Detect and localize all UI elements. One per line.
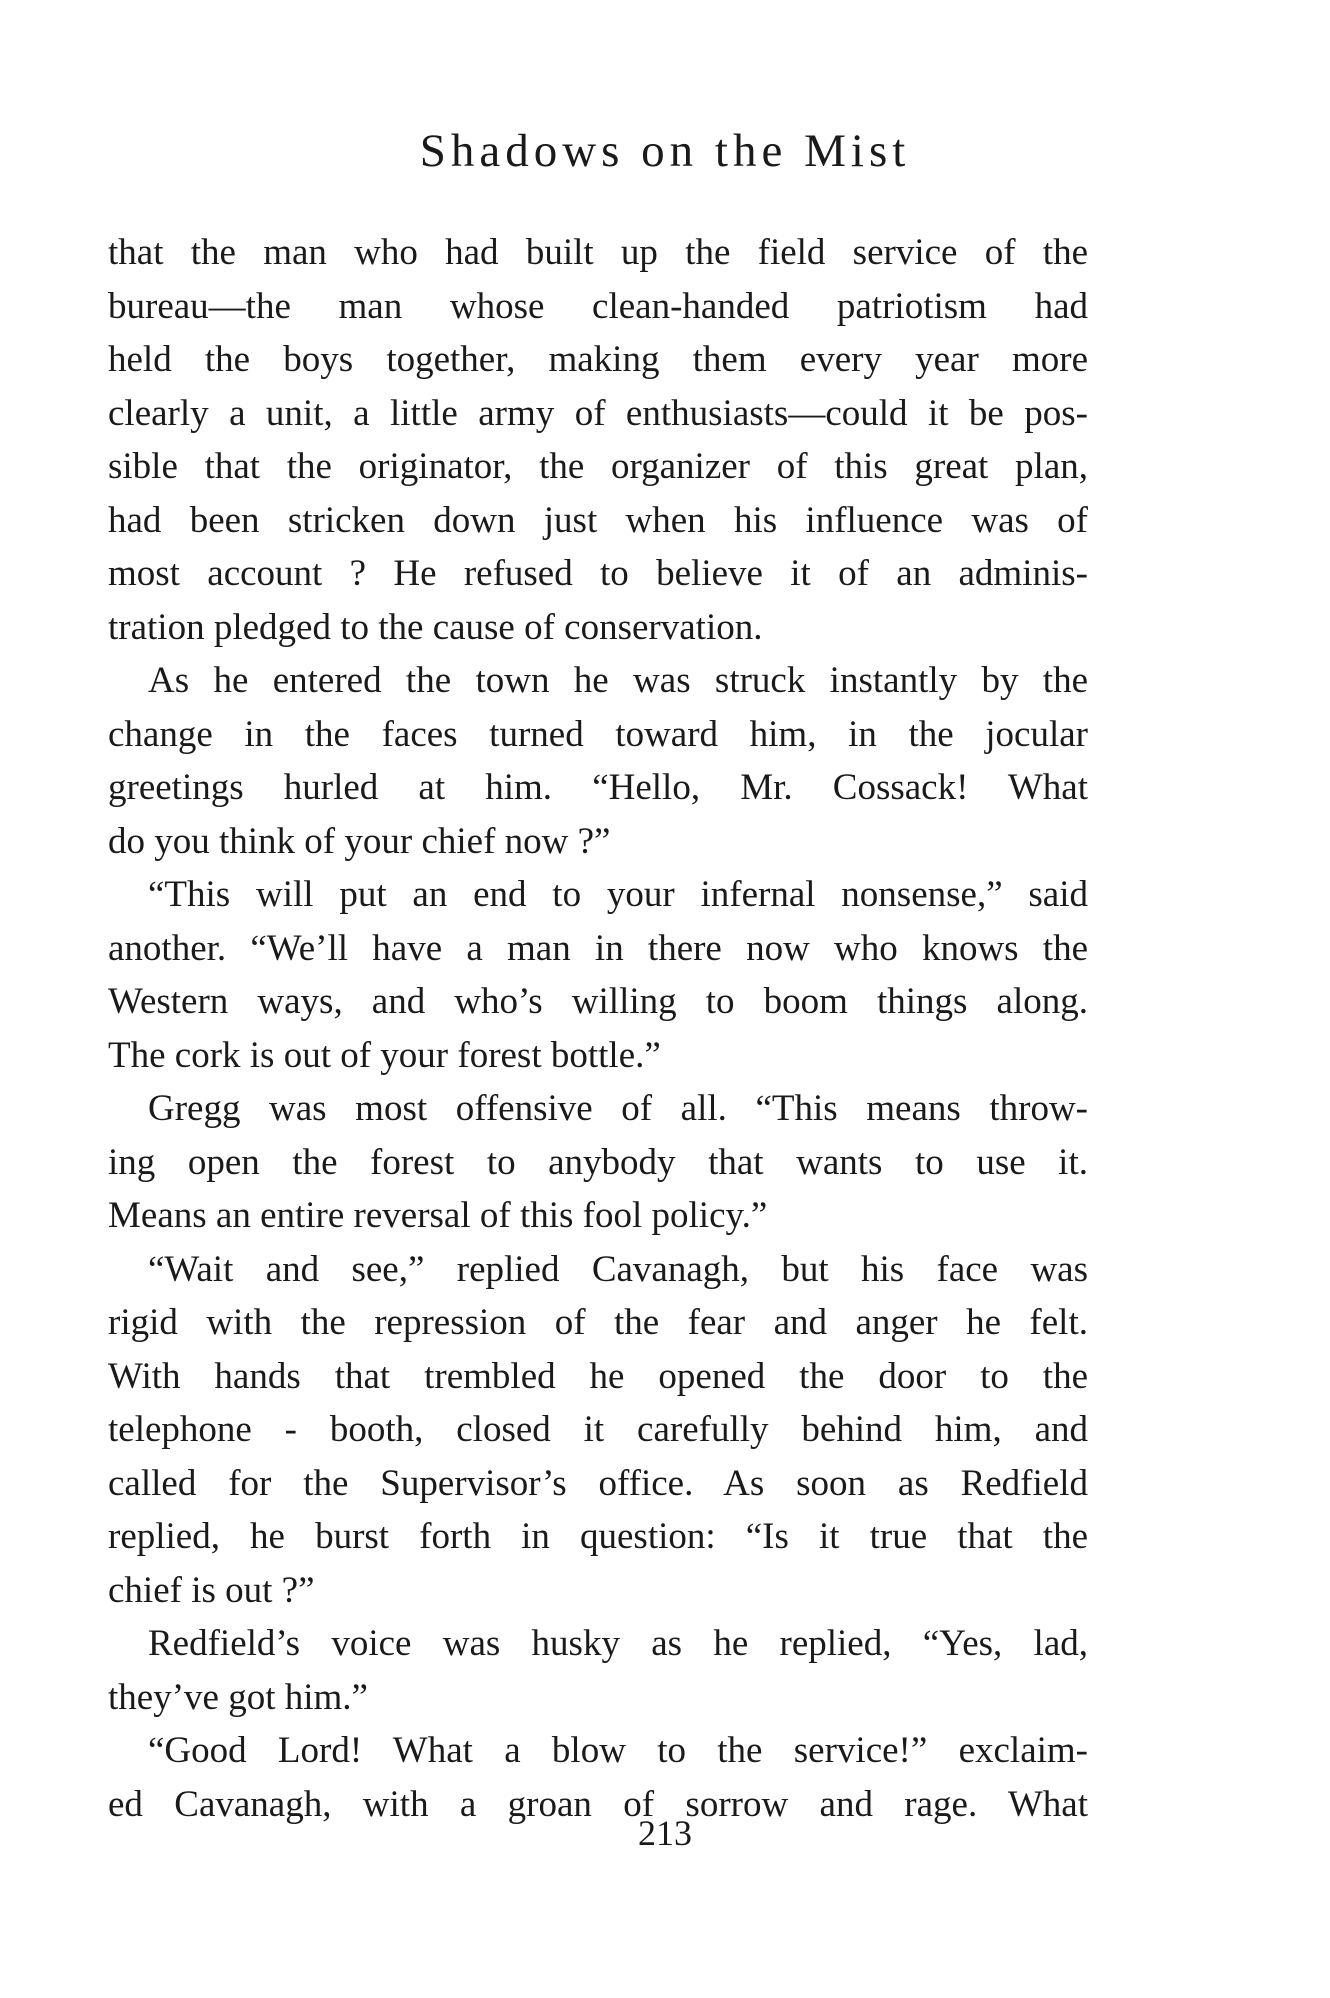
text-line: change in the faces turned toward him, in the jocular bbox=[108, 713, 1088, 755]
text-line: ing open the forest to anybody that wants to use it. bbox=[108, 1141, 1088, 1183]
text-line: most account ? He refused to believe it of an adminis- bbox=[108, 553, 1088, 594]
text-line: “Wait and see,” replied Cavanagh, but his face was bbox=[148, 1248, 1088, 1290]
text-line: “This will put an end to your infernal nonsense,” said bbox=[148, 874, 1088, 915]
text-line: that the man who had built up the field service of the bbox=[108, 232, 1088, 273]
text-line: ed Cavanagh, with a groan of sorrow and rage. What bbox=[108, 1783, 1088, 1825]
text-line: they’ve got him.” bbox=[108, 1676, 368, 1718]
text-line: The cork is out of your forest bottle.” bbox=[108, 1034, 661, 1076]
text-line: rigid with the repression of the fear and anger he felt. bbox=[108, 1302, 1088, 1343]
text-line: With hands that trembled he opened the door to the bbox=[108, 1355, 1088, 1397]
text-line: Means an entire reversal of this fool policy.” bbox=[108, 1195, 768, 1236]
text-line: another. “We’ll have a man in there now who knows the bbox=[108, 927, 1088, 969]
page-number: 213 bbox=[638, 1813, 692, 1853]
text-line: replied, he burst forth in question: “Is it true that the bbox=[108, 1516, 1088, 1557]
text-line: do you think of your chief now ?” bbox=[108, 820, 611, 862]
text-line: sible that the originator, the organizer of this great plan, bbox=[108, 446, 1088, 487]
text-line: clearly a unit, a little army of enthusiasts—could it be pos- bbox=[108, 392, 1088, 434]
text-line: Western ways, and who’s willing to boom things along. bbox=[108, 981, 1088, 1022]
text-line: held the boys together, making them every year more bbox=[108, 339, 1088, 380]
text-line: called for the Supervisor’s office. As soon as Redfield bbox=[108, 1462, 1088, 1504]
text-line: bureau—the man whose clean-handed patriotism had bbox=[108, 285, 1088, 327]
text-line: telephone - booth, closed it carefully behind him, and bbox=[108, 1409, 1088, 1450]
text-line: “Good Lord! What a blow to the service!” exclaim- bbox=[148, 1730, 1088, 1771]
text-line: As he entered the town he was struck instantly by the bbox=[148, 660, 1088, 701]
text-line: Redfield’s voice was husky as he replied, “Yes, lad, bbox=[148, 1623, 1088, 1664]
text-line: tration pledged to the cause of conservation. bbox=[108, 606, 763, 648]
running-head: Shadows on the Mist bbox=[419, 125, 911, 177]
text-line: Gregg was most offensive of all. “This means throw- bbox=[148, 1088, 1088, 1129]
text-line: greetings hurled at him. “Hello, Mr. Cossack! What bbox=[108, 767, 1088, 808]
body-text bbox=[108, 226, 1088, 1831]
text-line: had been stricken down just when his influence was of bbox=[108, 499, 1088, 541]
text-line: chief is out ?” bbox=[108, 1569, 315, 1611]
